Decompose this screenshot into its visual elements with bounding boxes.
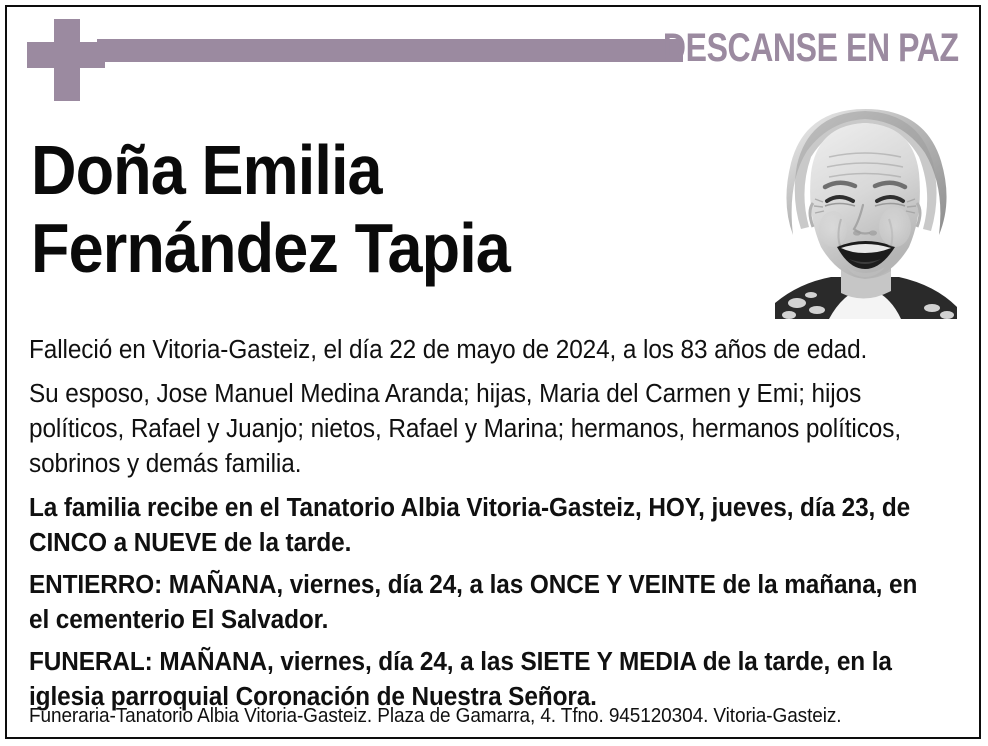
paragraph-survivors: Su esposo, Jose Manuel Medina Aranda; hijas, Maria del Carmen y Emi; hijos políticos, Rafael y Juanjo; nietos, Rafael y Marina; hermanos, hermanos políticos, sobrinos y demás familia. bbox=[29, 380, 902, 478]
cross-icon bbox=[27, 19, 105, 101]
paragraph-funeral: FUNERAL: MAÑANA, viernes, día 24, a las SIETE Y MEDIA de la tarde, en la iglesia parroquial Coronación de Nuestra Señora. bbox=[29, 648, 892, 711]
notice-body bbox=[29, 333, 967, 722]
rest-in-peace-heading: DESCANSE EN PAZ bbox=[663, 26, 959, 70]
deceased-name-line-1: Doña Emilia bbox=[31, 131, 382, 209]
portrait-photo-image bbox=[769, 107, 961, 319]
funeral-home-footer: Funeraria-Tanatorio Albia Vitoria-Gasteiz. Plaza de Gamarra, 4. Tfno. 945120304. Vitoria-Gasteiz. bbox=[29, 705, 842, 727]
header-accent-bar bbox=[97, 39, 683, 62]
deceased-name bbox=[31, 131, 761, 287]
portrait-photo bbox=[769, 107, 961, 319]
paragraph-death-info: Falleció en Vitoria-Gasteiz, el día 22 de mayo de 2024, a los 83 años de edad. bbox=[29, 336, 868, 364]
obituary-notice-card bbox=[5, 5, 981, 739]
paragraph-burial: ENTIERRO: MAÑANA, viernes, día 24, a las ONCE Y VEINTE de la mañana, en el cementerio El Salvador. bbox=[29, 571, 918, 634]
deceased-name-line-2: Fernández Tapia bbox=[31, 209, 510, 287]
cross-horizontal-bar bbox=[27, 42, 105, 68]
paragraph-wake: La familia recibe en el Tanatorio Albia Vitoria-Gasteiz, HOY, jueves, día 23, de CINCO a NUEVE de la tarde. bbox=[29, 494, 911, 557]
notice-header bbox=[7, 7, 979, 107]
